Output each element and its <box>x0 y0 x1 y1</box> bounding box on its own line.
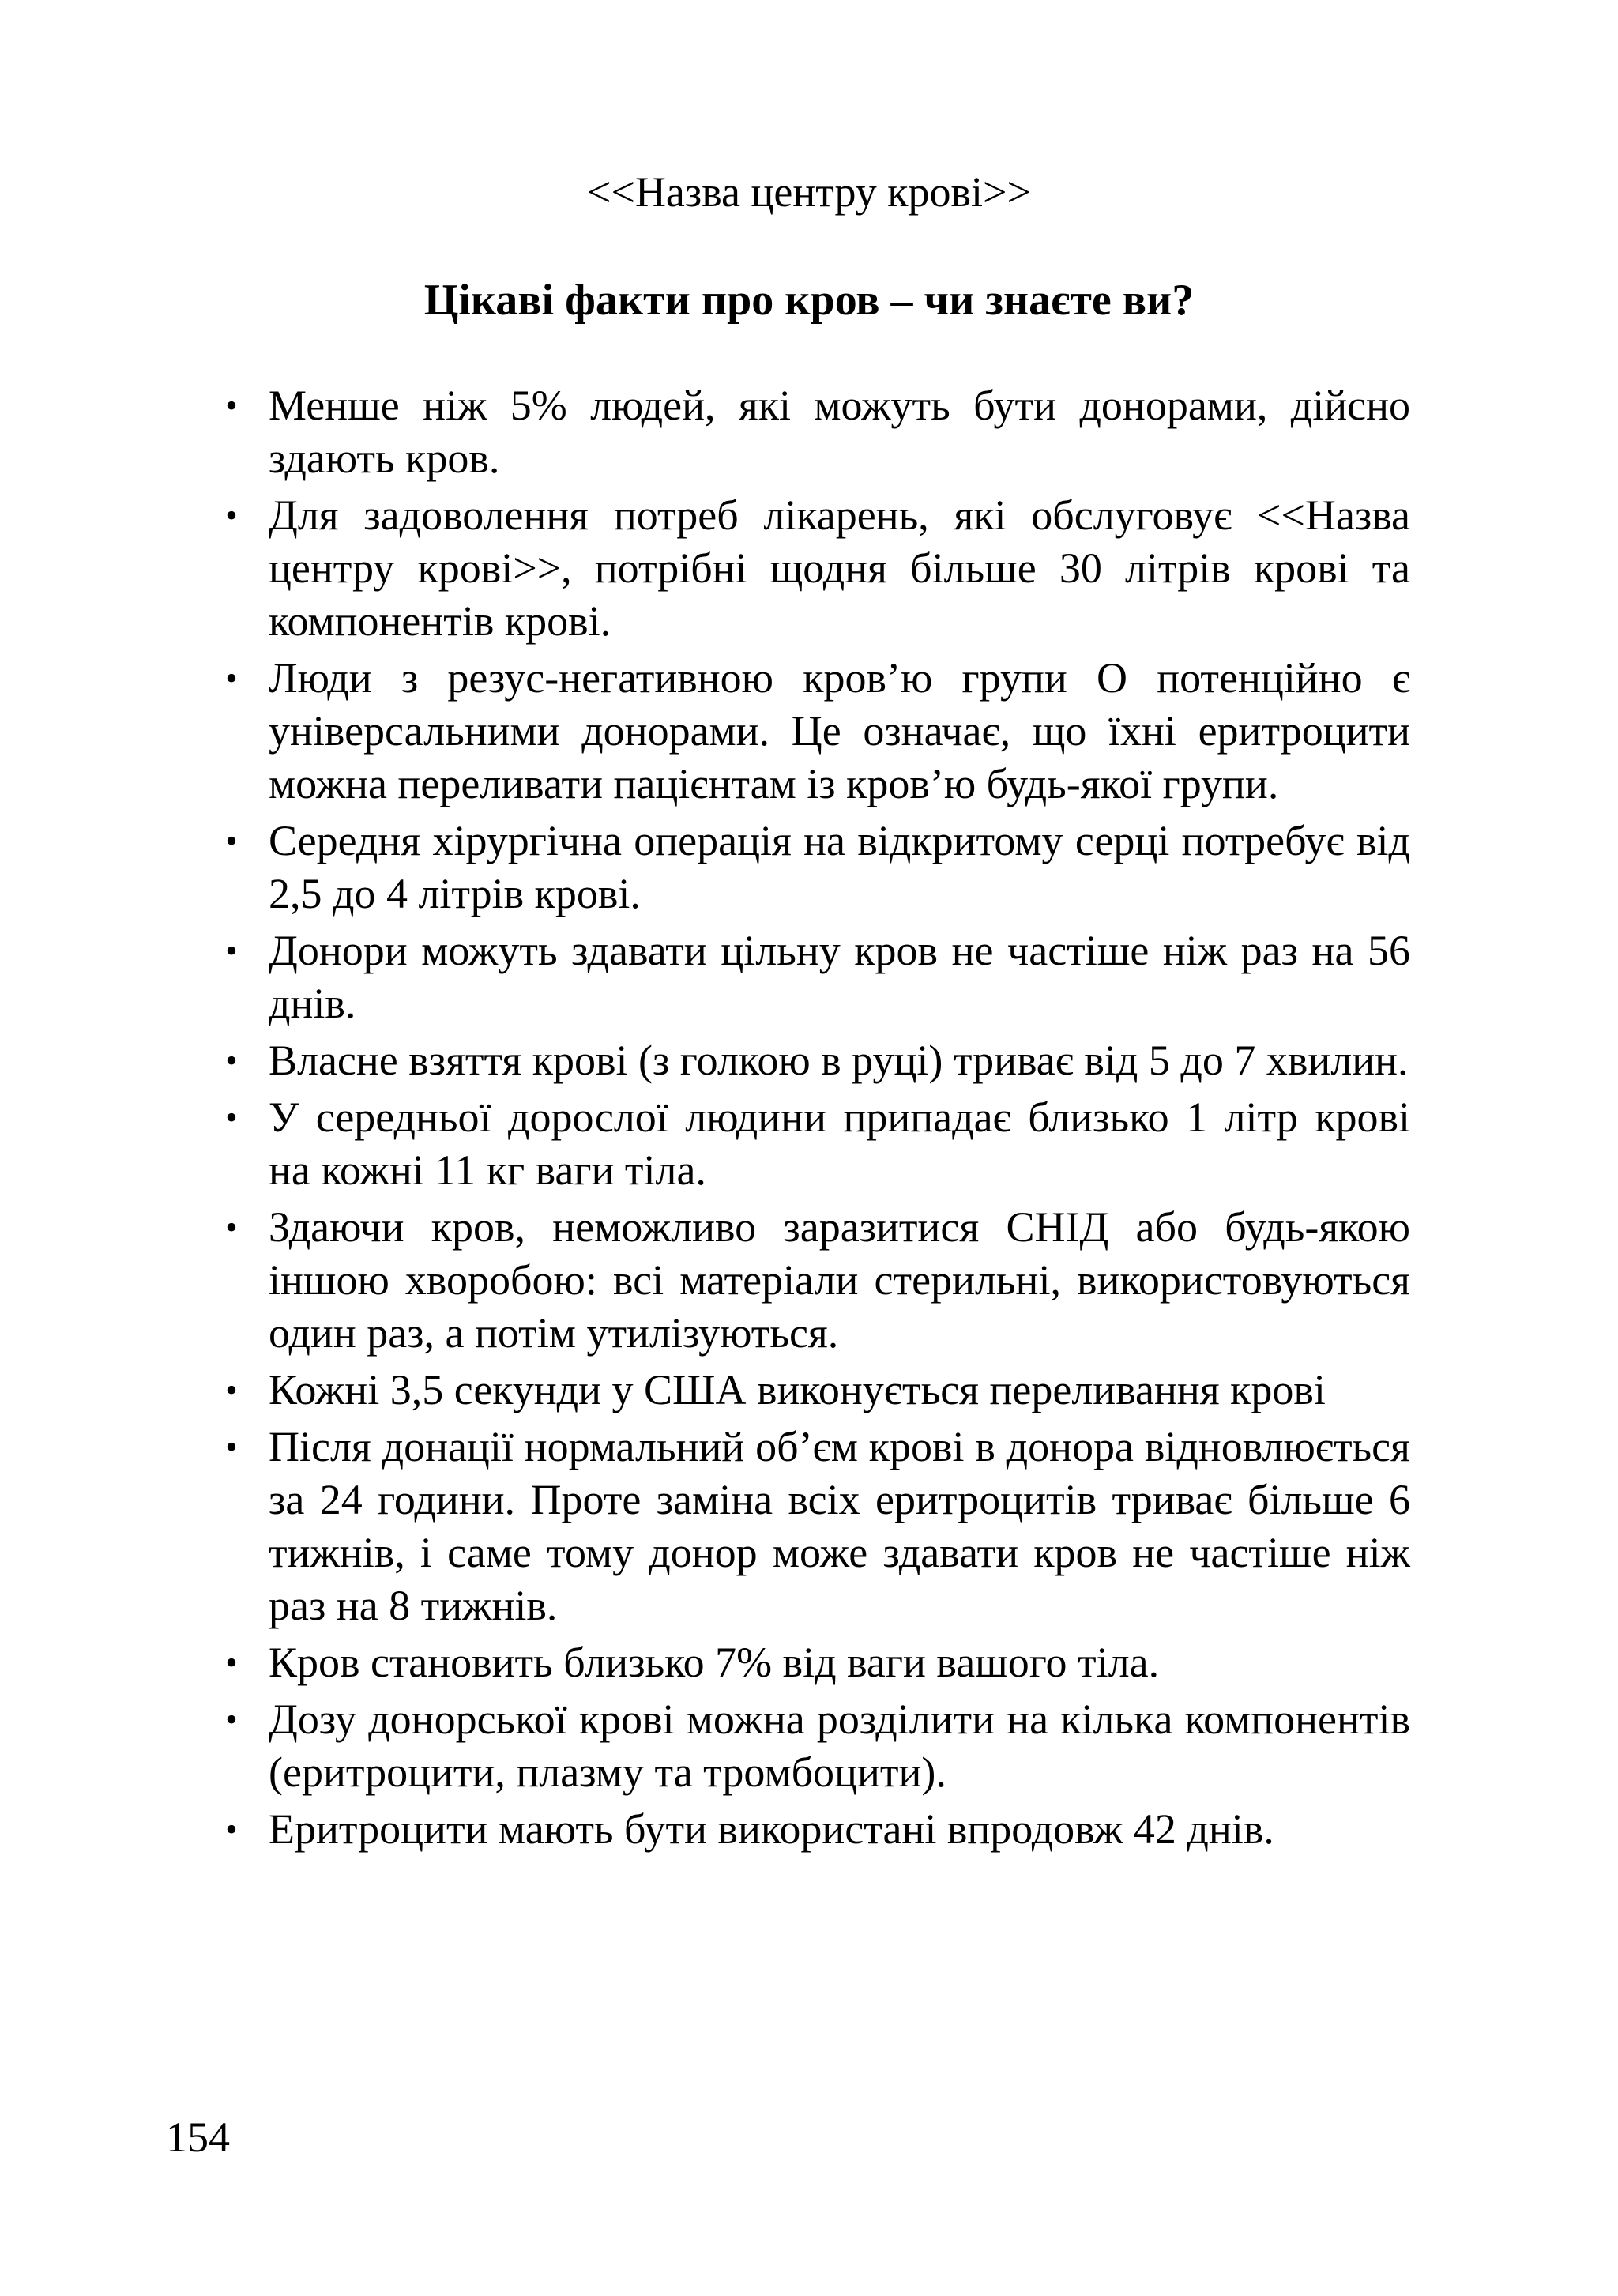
page-number: 154 <box>166 2113 230 2161</box>
fact-list-item <box>225 1201 1410 1360</box>
fact-list-item <box>225 652 1410 811</box>
bullet-icon: • <box>225 822 238 860</box>
fact-list-item <box>225 1091 1410 1197</box>
fact-text: Менше ніж 5% людей, які можуть бути донорами, дійсно здають кров. <box>269 382 1410 482</box>
facts-list <box>225 379 1410 1860</box>
fact-text: Здаючи кров, неможливо заразитися СНІД або будь-якою іншою хворобою: всі матеріали стерильні, використовуються один раз, а потім утилізуються. <box>269 1203 1410 1357</box>
bullet-icon: • <box>225 1371 238 1410</box>
fact-list-item <box>225 1636 1410 1689</box>
fact-text: Донори можуть здавати цільну кров не частіше ніж раз на 56 днів. <box>269 927 1410 1027</box>
fact-text: Люди з резус-негативною кров’ю групи O потенційно є універсальними донорами. Це означає, що їхні еритроцити можна переливати пацієнтам із кров’ю будь-якої групи. <box>269 654 1410 807</box>
bullet-icon: • <box>225 932 238 970</box>
fact-list-item <box>225 379 1410 485</box>
fact-list-item <box>225 815 1410 920</box>
bullet-icon: • <box>225 659 238 698</box>
fact-text: Для задоволення потреб лікарень, які обслуговує <<Назва центру крові>>, потрібні щодня більше 30 літрів крові та компонентів крові. <box>269 491 1410 645</box>
fact-list-item <box>225 1364 1410 1417</box>
bullet-icon: • <box>225 1643 238 1682</box>
fact-text: Кожні 3,5 секунди у США виконується переливання крові <box>269 1366 1326 1413</box>
bullet-icon: • <box>225 1208 238 1247</box>
page-title: Цікаві факти про кров – чи знаєте ви? <box>423 276 1195 325</box>
fact-list-item <box>225 924 1410 1030</box>
blood-center-name-header: <<Назва центру крові>> <box>587 168 1031 216</box>
fact-text: Еритроцити мають бути використані впродовж 42 днів. <box>269 1805 1274 1853</box>
fact-list-item <box>225 1693 1410 1799</box>
fact-list-item <box>225 489 1410 648</box>
fact-list-item <box>225 1034 1410 1087</box>
fact-list-item <box>225 1803 1410 1856</box>
fact-text: Кров становить близько 7% від ваги вашого тіла. <box>269 1639 1160 1686</box>
bullet-icon: • <box>225 1098 238 1137</box>
bullet-icon: • <box>225 1700 238 1739</box>
bullet-icon: • <box>225 496 238 535</box>
fact-text: Після донації нормальний об’єм крові в донора відновлюється за 24 години. Проте заміна всіх еритроцитів триває більше 6 тижнів, і саме тому донор може здавати кров не частіше ніж раз на 8 тижнів. <box>269 1423 1410 1629</box>
bullet-icon: • <box>225 1810 238 1849</box>
bullet-icon: • <box>225 386 238 425</box>
bullet-icon: • <box>225 1041 238 1080</box>
bullet-icon: • <box>225 1428 238 1466</box>
fact-text: Дозу донорської крові можна розділити на кілька компонентів (еритроцити, плазму та тромбоцити). <box>269 1696 1410 1796</box>
fact-text: Власне взяття крові (з голкою в руці) триває від 5 до 7 хвилин. <box>269 1037 1409 1084</box>
fact-list-item <box>225 1421 1410 1632</box>
fact-text: У середньої дорослої людини припадає близько 1 літр крові на кожні 11 кг ваги тіла. <box>269 1093 1410 1194</box>
fact-text: Середня хірургічна операція на відкритому серці потребує від 2,5 до 4 літрів крові. <box>269 817 1410 917</box>
